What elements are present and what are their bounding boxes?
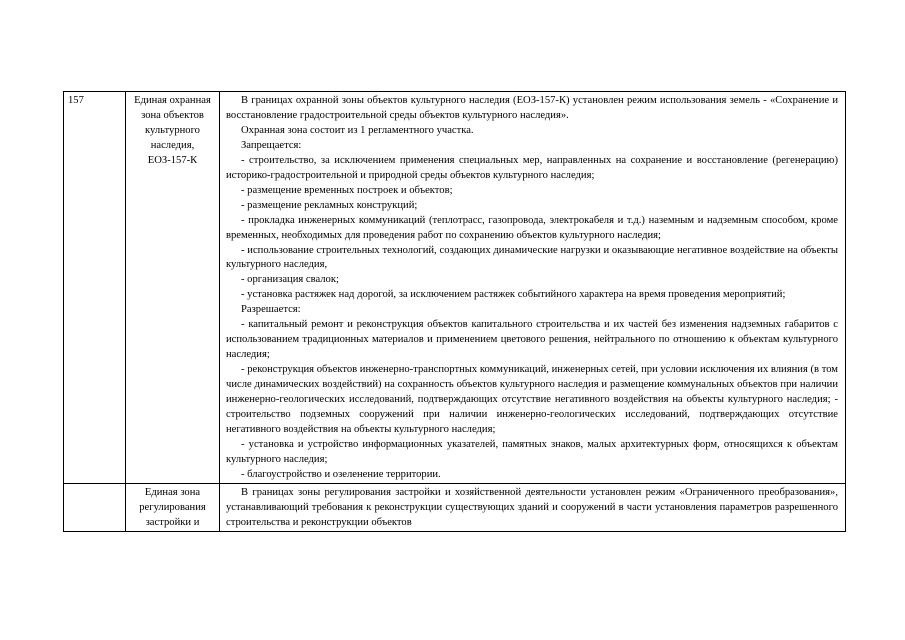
zone-regulation-text bbox=[220, 483, 846, 531]
row-number bbox=[64, 483, 126, 531]
regulation-paragraph: - размещение временных построек и объектов; bbox=[241, 184, 453, 196]
regulation-table bbox=[63, 91, 846, 532]
regulation-paragraph: - установка растяжек над дорогой, за исключением растяжек событийного характера на время проведения мероприятий; bbox=[241, 289, 786, 301]
regulation-paragraph: - использование строительных технологий, создающих динамические нагрузки и оказывающие негативное воздействие на объекты культурного наследия, bbox=[226, 244, 838, 271]
zone-regulation-text bbox=[220, 92, 846, 484]
regulation-clip bbox=[226, 486, 838, 531]
regulation-paragraph: - прокладка инженерных коммуникаций (теплотрасс, газопровода, электрокабеля и т.д.) наземным и надземным способом, кроме временных, необходимых для проведения работ по сохранению объектов культурного наследия; bbox=[226, 214, 838, 241]
regulation-paragraph: - размещение рекламных конструкций; bbox=[241, 199, 418, 211]
regulation-paragraph: - установка и устройство информационных указателей, памятных знаков, малых архитектурных форм, относящихся к объектам культурного наследия; bbox=[226, 438, 838, 465]
regulation-paragraph: Разрешается: bbox=[241, 304, 301, 316]
zone-name-text: Единая зона регулирования застройки и bbox=[139, 486, 206, 528]
regulation-paragraph: В границах зоны регулирования застройки и хозяйственной деятельности установлен режим «Ограниченного преобразования», устанавливающий требования к реконструкции существующих зданий и сооружений в части установления параметров разрешенного строительства и реконструкции объектов bbox=[226, 486, 838, 528]
regulation-paragraph: - реконструкция объектов инженерно-транспортных коммуникаций, инженерных сетей, при условии исключения их влияния (в том числе динамических воздействий) на сохранность объектов культурного наследия и размещение коммунальных объектов при наличии инженерно-геологических исследований, подтверждающих отсутствие негативного воздействия на объекты культурного наследия; - строительство подземных сооружений при наличии инженерно-геологических исследований, подтверждающих отсутствие негативного воздействия на объекты культурного наследия; bbox=[226, 364, 838, 435]
table-row bbox=[64, 92, 846, 484]
zone-name: Единая охранная зона объектов культурного наследия, ЕОЗ-157-К bbox=[126, 92, 220, 484]
regulation-paragraph: Запрещается: bbox=[241, 139, 302, 151]
regulation-paragraph: В границах охранной зоны объектов культурного наследия (ЕОЗ-157-К) установлен режим использования земель - «Сохранение и восстановление градостроительной среды объектов культурного наследия». bbox=[226, 95, 838, 121]
zone-name bbox=[126, 483, 220, 531]
table-row bbox=[64, 483, 846, 531]
row-number: 157 bbox=[64, 92, 126, 484]
regulation-paragraph: - благоустройство и озеленение территории. bbox=[241, 468, 441, 480]
regulation-paragraph: Охранная зона состоит из 1 регламентного участка. bbox=[241, 124, 474, 136]
regulation-paragraph: - организация свалок; bbox=[241, 274, 339, 286]
regulation-paragraph: - строительство, за исключением применения специальных мер, направленных на сохранение и восстановление (регенерацию) историко-градостроительной и природной среды объектов культурного наследия; bbox=[226, 154, 838, 181]
regulation-paragraph: - капитальный ремонт и реконструкция объектов капитального строительства и их частей без изменения надземных габаритов с использованием традиционных материалов и применением цветового решения, нейтрального по отношению к объектам культурного наследия; bbox=[226, 319, 838, 361]
